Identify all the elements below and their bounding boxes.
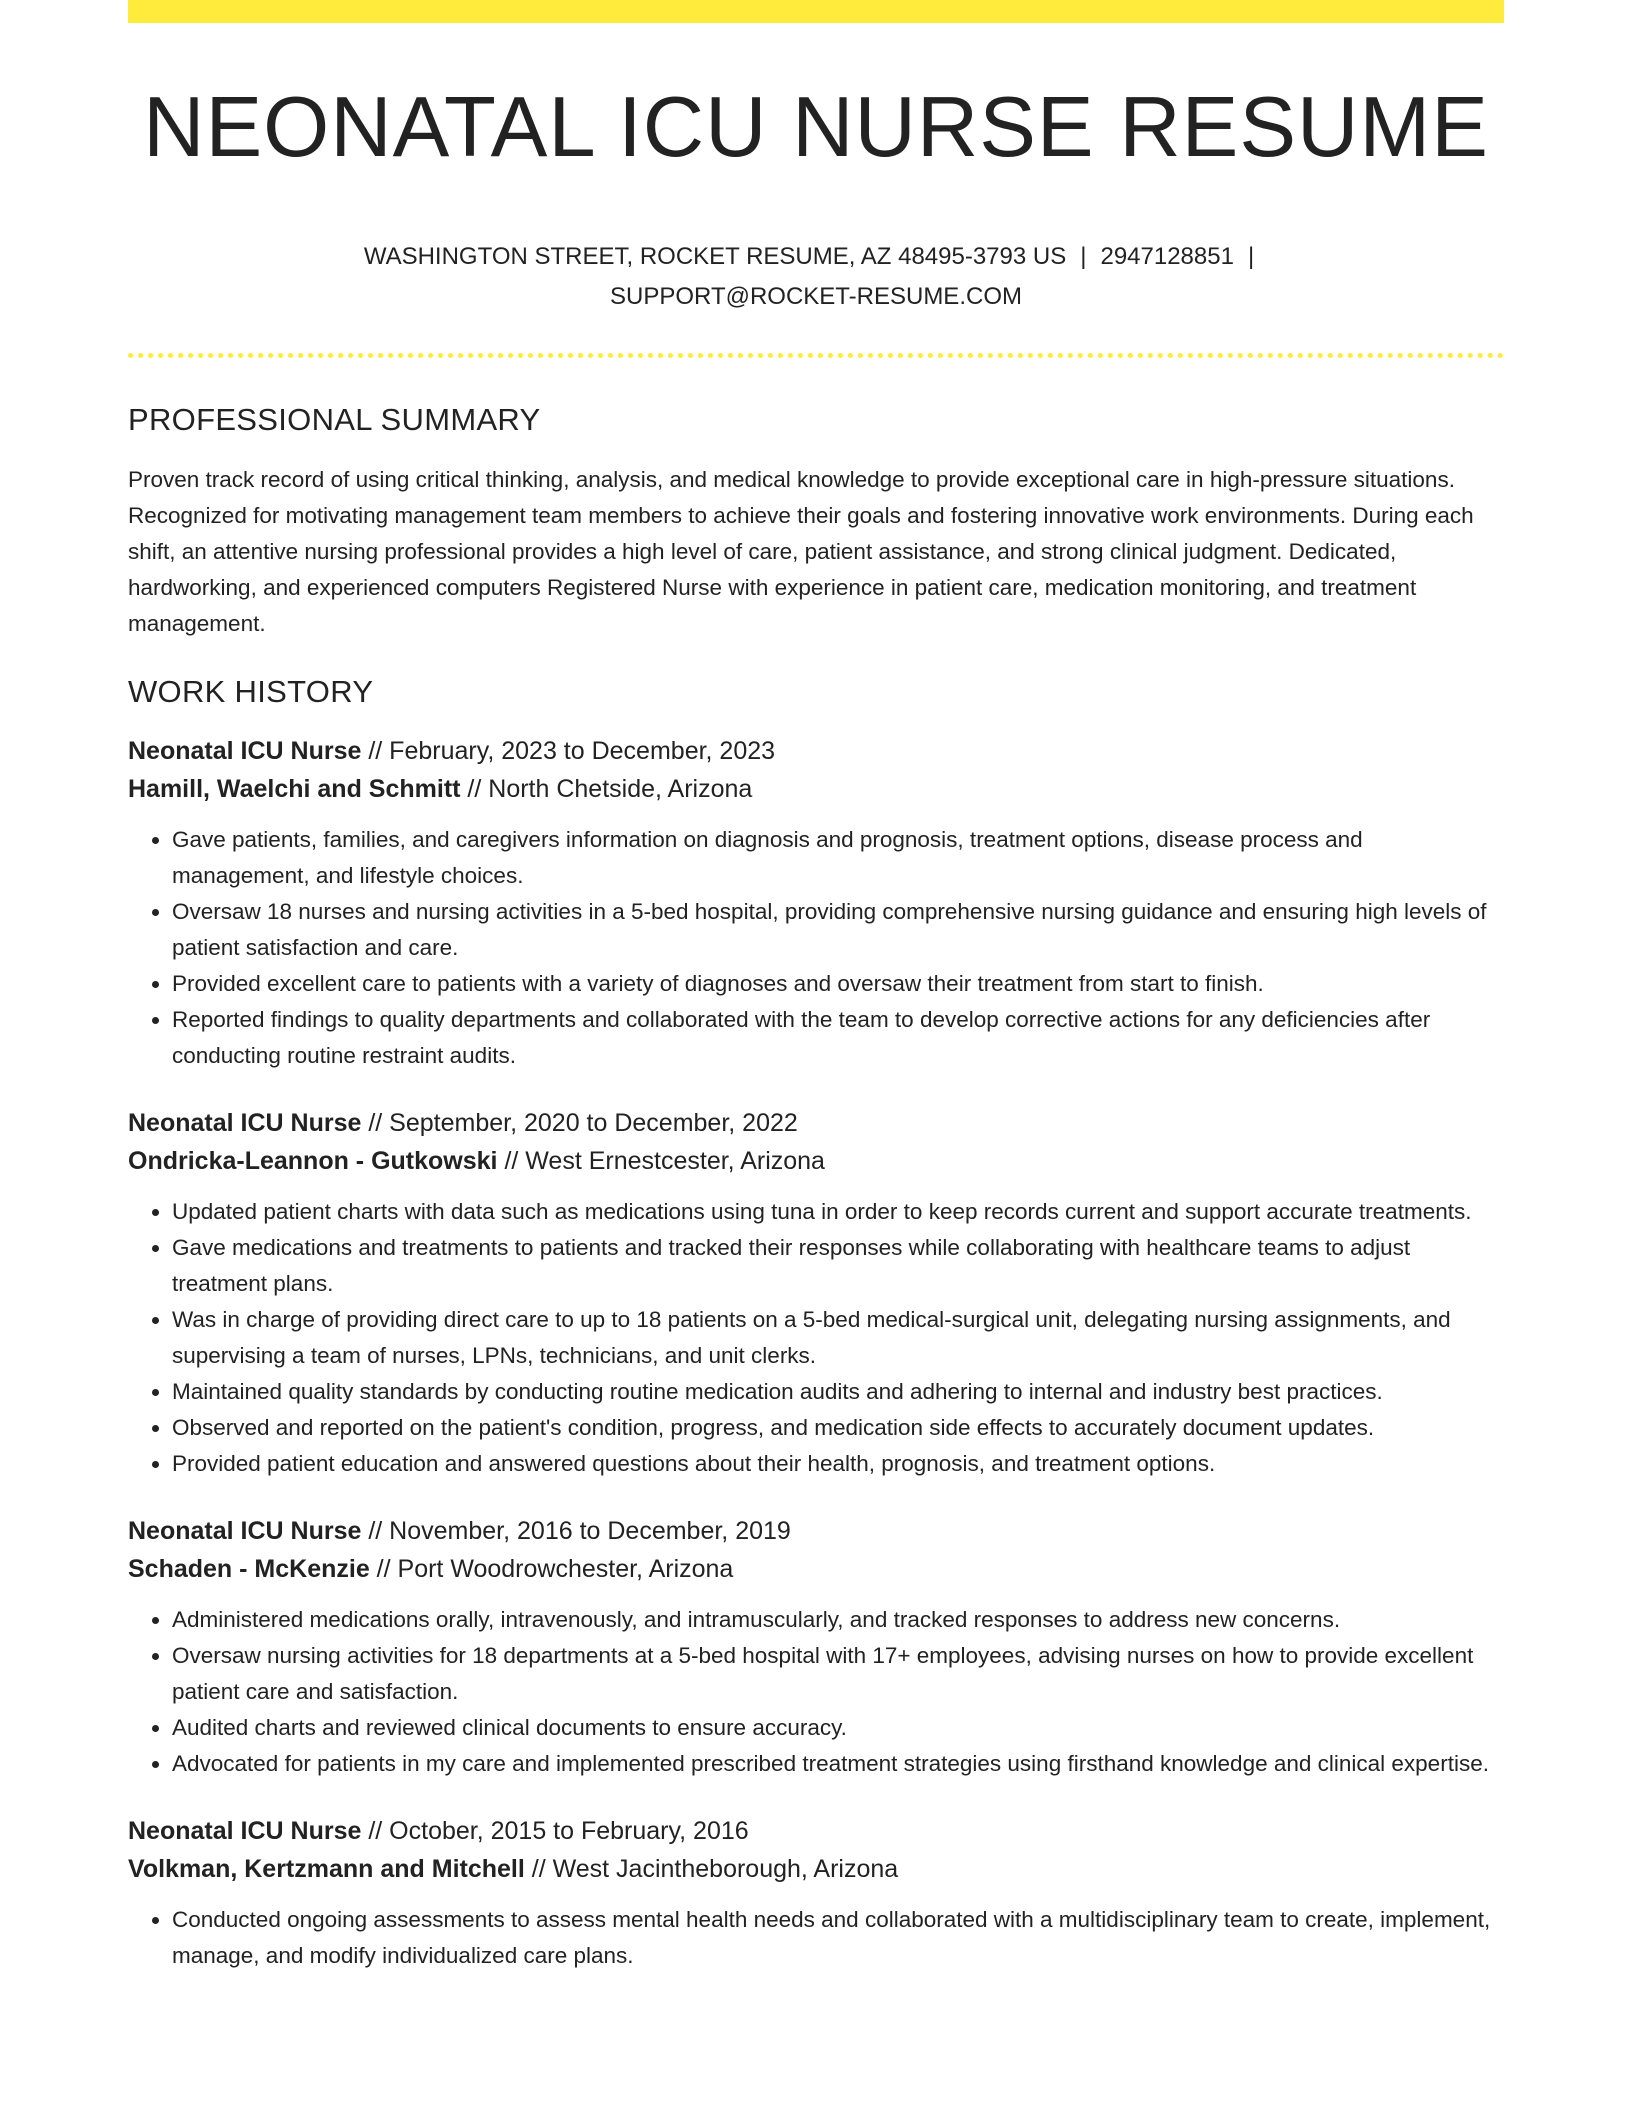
job-bullet: • Gave medications and treatments to patients and tracked their responses while collaborating with healthcare teams to adjust treatment plans. [172,1230,1504,1302]
dotted-divider [128,353,1504,358]
job-bullets [128,822,1504,1074]
accent-top-bar [128,0,1504,23]
summary-heading: PROFESSIONAL SUMMARY [128,401,541,437]
contact-separator: | [1247,242,1255,270]
summary-text: Proven track record of using critical thinking, analysis, and medical knowledge to provide exceptional care in high-pressure situations. Recognized for motivating management team members to achieve their goals and fostering innovative work environments. During each shift, an attentive nursing professional provides a high level of care, patient assistance, and strong clinical judgment. Dedicated, hardworking, and experienced computers Registered Nurse with experience in patient care, medication monitoring, and treatment management. [128,466,1474,636]
job-entry [128,732,1504,1074]
job-location: // West Ernestcester, Arizona [497,1146,825,1175]
job-location: // North Chetside, Arizona [460,774,753,803]
contact-address: WASHINGTON STREET, ROCKET RESUME, AZ 48495-3793 US [363,242,1067,270]
job-title-line [128,1512,1504,1550]
job-company: Hamill, Waelchi and Schmitt [128,774,461,803]
resume-page [128,0,1504,1974]
job-bullets [128,1902,1504,1974]
job-company: Ondricka-Leannon - Gutkowski [128,1146,498,1175]
job-bullet: • Administered medications orally, intravenously, and intramuscularly, and tracked responses to address new concerns. [172,1602,1504,1638]
job-bullet: • Was in charge of providing direct care to up to 18 patients on a 5-bed medical-surgical unit, delegating nursing assignments, and supervising a team of nurses, LPNs, technicians, and unit clerks. [172,1302,1504,1374]
job-bullet: • Conducted ongoing assessments to assess mental health needs and collaborated with a multidisciplinary team to create, implement, manage, and modify individualized care plans. [172,1902,1504,1974]
job-bullet: • Maintained quality standards by conducting routine medication audits and adhering to internal and industry best practices. [172,1374,1504,1410]
job-bullet: • Gave patients, families, and caregivers information on diagnosis and prognosis, treatment options, disease process and management, and lifestyle choices. [172,822,1504,894]
job-bullet: • Reported findings to quality departments and collaborated with the team to develop corrective actions for any deficiencies after conducting routine restraint audits. [172,1002,1504,1074]
job-title: Neonatal ICU Nurse [128,1108,362,1137]
job-company-line [128,770,1504,808]
job-bullet: • Provided excellent care to patients with a variety of diagnoses and oversaw their treatment from start to finish. [172,966,1504,1002]
job-title-line [128,732,1504,770]
job-location: // Port Woodrowchester, Arizona [369,1554,734,1583]
job-dates: // September, 2020 to December, 2022 [361,1108,798,1137]
contact-email: SUPPORT@ROCKET-RESUME.COM [610,282,1022,310]
job-dates: // February, 2023 to December, 2023 [361,736,776,765]
job-bullet: • Oversaw 18 nurses and nursing activities in a 5-bed hospital, providing comprehensive nursing guidance and ensuring high levels of patient satisfaction and care. [172,894,1504,966]
job-company: Volkman, Kertzmann and Mitchell [128,1854,525,1883]
contact-separator: | [1080,242,1087,270]
job-bullets [128,1602,1504,1782]
job-company-line [128,1142,1504,1180]
job-title-line [128,1104,1504,1142]
job-company: Schaden - McKenzie [128,1554,370,1583]
job-entry [128,1512,1504,1782]
job-company-line [128,1550,1504,1588]
job-bullets [128,1194,1504,1482]
contact-block [128,237,1504,317]
resume-title: NEONATAL ICU NURSE RESUME [143,80,1489,175]
job-bullet: • Audited charts and reviewed clinical documents to ensure accuracy. [172,1710,1504,1746]
work-history-heading: WORK HISTORY [128,673,374,709]
job-bullet: • Provided patient education and answered questions about their health, prognosis, and treatment options. [172,1446,1504,1482]
job-dates: // November, 2016 to December, 2019 [361,1516,791,1545]
job-bullet: • Advocated for patients in my care and implemented prescribed treatment strategies using firsthand knowledge and clinical expertise. [172,1746,1504,1782]
job-bullet: • Observed and reported on the patient's condition, progress, and medication side effects to accurately document updates. [172,1410,1504,1446]
job-bullet: • Updated patient charts with data such as medications using tuna in order to keep records current and support accurate treatments. [172,1194,1504,1230]
job-location: // West Jacintheborough, Arizona [524,1854,899,1883]
job-title: Neonatal ICU Nurse [128,736,362,765]
job-dates: // October, 2015 to February, 2016 [361,1816,749,1845]
contact-phone: 2947128851 [1100,242,1234,270]
job-title: Neonatal ICU Nurse [128,1516,362,1545]
job-entry [128,1104,1504,1482]
job-title: Neonatal ICU Nurse [128,1816,362,1845]
job-entry [128,1812,1504,1974]
job-company-line [128,1850,1504,1888]
job-title-line [128,1812,1504,1850]
job-bullet: • Oversaw nursing activities for 18 departments at a 5-bed hospital with 17+ employees, advising nurses on how to provide excellent patient care and satisfaction. [172,1638,1504,1710]
